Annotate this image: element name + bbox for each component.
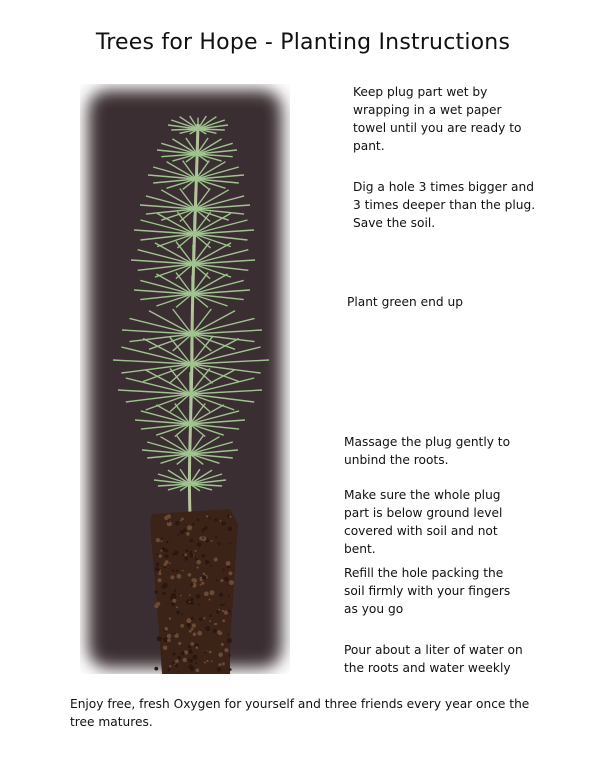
step-plant-green-end-up: Plant green end up (347, 295, 463, 309)
step-water: Pour about a liter of water on the roots and water weekly (344, 643, 523, 675)
step-dig-hole: Dig a hole 3 times bigger and 3 times deeper than the plug. Save the soil. (353, 180, 536, 230)
step-below-ground-level: Make sure the whole plug part is below ground level covered with soil and not bent. (344, 488, 503, 556)
step-refill-hole: Refill the hole packing the soil firmly with your fingers as you go (344, 566, 511, 616)
step-massage-plug: Massage the plug gently to unbind the roots. (344, 435, 511, 467)
closing-note: Enjoy free, fresh Oxygen for yourself and three friends every year once the tree matures. (70, 697, 530, 729)
pine-seedling-icon (80, 84, 290, 674)
seedling-photo (80, 84, 290, 674)
step-keep-plug-wet: Keep plug part wet by wrapping in a wet paper towel until you are ready to pant. (353, 85, 522, 153)
page-title: Trees for Hope - Planting Instructions (95, 30, 511, 55)
